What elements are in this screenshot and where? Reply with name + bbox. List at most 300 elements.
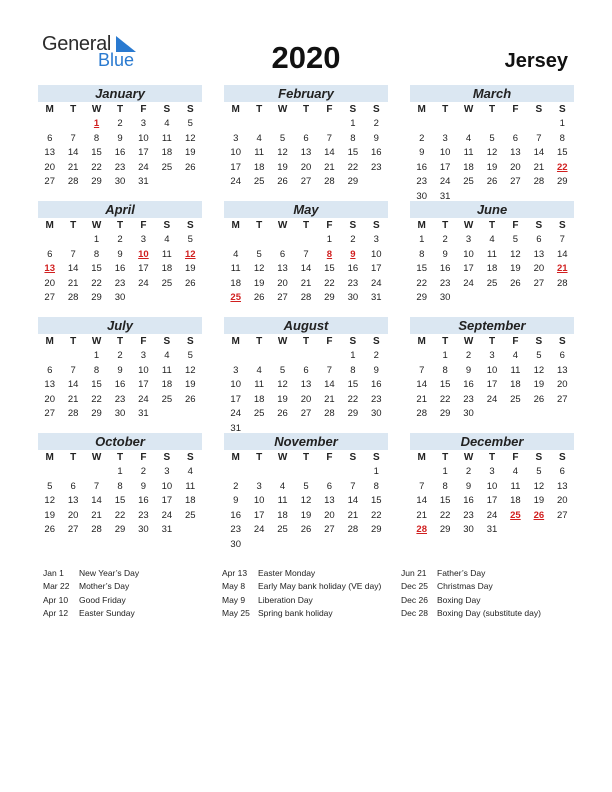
day-cell: 24 xyxy=(370,277,382,289)
day-cell: 2 xyxy=(117,118,123,129)
day-cell: 13 xyxy=(67,495,79,506)
day-cell: 3 xyxy=(256,480,262,492)
day-cell: 17 xyxy=(138,379,149,390)
day-cell: 11 xyxy=(185,480,196,492)
day-cell: 30 xyxy=(370,408,382,419)
empty-cell xyxy=(61,349,84,364)
day-cell: 27 xyxy=(67,524,79,535)
day-cell: 6 xyxy=(303,364,309,376)
month-title: March xyxy=(410,85,574,102)
day-cell: 30 xyxy=(463,408,474,419)
weekday-label: T xyxy=(442,336,449,347)
day-cell: 19 xyxy=(184,263,196,274)
day-cell: 12 xyxy=(277,147,288,158)
day-cell: 12 xyxy=(44,495,55,506)
day-cell: 20 xyxy=(44,277,55,289)
weekday-label: S xyxy=(186,220,194,231)
weekday-label: W xyxy=(463,452,474,463)
day-cell: 25 xyxy=(161,277,173,289)
day-cell: 25 xyxy=(161,161,173,173)
empty-cell xyxy=(294,233,317,248)
day-cell: 6 xyxy=(47,248,53,260)
day-cell: 5 xyxy=(187,118,193,129)
empty-cell xyxy=(38,233,61,248)
day-cell: 13 xyxy=(300,379,312,390)
day-cell: 14 xyxy=(67,147,79,158)
day-cell: 24 xyxy=(230,408,241,419)
day-cell: 25 xyxy=(184,509,196,521)
empty-cell xyxy=(294,117,317,132)
day-grid xyxy=(224,218,388,306)
month-title: May xyxy=(224,201,388,218)
day-cell: 19 xyxy=(184,147,196,158)
day-cell: 7 xyxy=(350,480,356,492)
day-cell: 17 xyxy=(253,509,265,521)
month-december xyxy=(410,433,574,538)
month-title: June xyxy=(410,201,574,218)
day-cell: 2 xyxy=(465,466,472,477)
day-cell: 7 xyxy=(559,234,565,245)
empty-cell xyxy=(247,233,270,248)
day-cell: 22 xyxy=(439,509,451,521)
day-cell: 30 xyxy=(347,292,359,303)
empty-cell xyxy=(38,465,61,480)
day-cell: 9 xyxy=(465,364,472,376)
empty-cell xyxy=(224,117,247,132)
day-cell: 28 xyxy=(347,524,359,535)
weekday-label: F xyxy=(140,220,147,231)
day-cell: 16 xyxy=(439,263,451,274)
day-cell: 4 xyxy=(512,466,519,477)
month-november xyxy=(224,433,388,552)
day-cell: 14 xyxy=(556,248,568,260)
holiday-name: Good Friday xyxy=(79,594,126,605)
day-cell: 15 xyxy=(91,379,102,390)
day-cell: 27 xyxy=(556,509,568,521)
day-cell: 5 xyxy=(47,480,53,492)
day-cell: 18 xyxy=(161,263,173,274)
day-cell: 28 xyxy=(324,408,335,419)
day-cell: 28 xyxy=(67,292,79,303)
weekday-label: T xyxy=(302,336,310,347)
day-cell: 12 xyxy=(184,132,196,144)
holiday-date: Dec 25 xyxy=(401,581,428,592)
day-cell: 8 xyxy=(350,132,356,144)
day-cell: 8 xyxy=(117,480,123,492)
day-cell: 1 xyxy=(442,350,448,361)
day-cell: 12 xyxy=(486,147,498,158)
day-cell: 15 xyxy=(556,147,568,158)
day-cell: 2 xyxy=(373,350,379,361)
day-cell: 27 xyxy=(300,176,312,187)
month-july xyxy=(38,317,202,422)
empty-cell xyxy=(504,117,527,132)
day-cell: 19 xyxy=(300,509,312,521)
holiday-entry xyxy=(222,607,381,620)
day-cell: 26 xyxy=(277,408,288,419)
weekday-label: T xyxy=(256,220,263,231)
day-cell: 12 xyxy=(300,495,312,506)
empty-cell xyxy=(410,117,433,132)
day-cell: 19 xyxy=(184,379,196,390)
day-cell: 31 xyxy=(486,524,498,535)
day-cell: 29 xyxy=(439,408,451,419)
day-cell: 27 xyxy=(44,408,55,419)
day-cell: 29 xyxy=(347,408,359,419)
day-cell: 9 xyxy=(117,364,123,376)
holiday-entry xyxy=(401,567,541,580)
day-cell: 16 xyxy=(463,379,474,390)
day-cell: 17 xyxy=(138,263,149,274)
day-cell: 23 xyxy=(230,524,241,535)
day-cell: 27 xyxy=(44,176,55,187)
day-cell: 15 xyxy=(439,379,451,390)
day-cell: 22 xyxy=(91,161,102,173)
month-title: August xyxy=(224,317,388,334)
day-cell: 1 xyxy=(559,118,565,129)
day-cell: 28 xyxy=(324,176,335,187)
weekday-label: T xyxy=(116,104,124,115)
day-cell: 19 xyxy=(253,277,265,289)
day-cell: 26 xyxy=(533,393,545,405)
day-cell: 26 xyxy=(253,292,265,303)
empty-cell xyxy=(271,233,294,248)
day-cell: 2 xyxy=(419,132,425,144)
month-april xyxy=(38,201,202,306)
day-cell: 18 xyxy=(486,263,498,274)
day-cell: 22 xyxy=(416,277,427,289)
day-cell: 24 xyxy=(486,393,498,405)
day-cell: 29 xyxy=(416,292,427,303)
weekday-label: T xyxy=(488,104,496,115)
day-cell: 12 xyxy=(510,248,521,260)
day-cell: 21 xyxy=(300,277,312,289)
day-cell: 31 xyxy=(138,408,149,419)
weekday-label: W xyxy=(463,336,474,347)
holiday-entry xyxy=(43,607,139,620)
day-cell: 9 xyxy=(465,480,472,492)
month-title: April xyxy=(38,201,202,218)
weekday-label: S xyxy=(186,336,194,347)
day-grid xyxy=(410,450,574,538)
day-cell: 31 xyxy=(138,176,149,187)
weekday-label: S xyxy=(372,220,380,231)
weekday-label: W xyxy=(91,336,102,347)
day-cell: 10 xyxy=(230,379,241,390)
empty-cell xyxy=(85,465,108,480)
day-cell: 18 xyxy=(253,161,265,173)
month-may xyxy=(224,201,388,306)
day-cell: 7 xyxy=(419,480,425,492)
empty-cell xyxy=(38,349,61,364)
month-title: October xyxy=(38,433,202,450)
day-cell: 22 xyxy=(114,509,126,521)
day-cell: 13 xyxy=(300,147,312,158)
day-grid xyxy=(224,102,388,190)
day-cell: 21 xyxy=(91,509,102,521)
day-cell: 21 xyxy=(324,393,335,405)
day-cell: 3 xyxy=(233,132,239,144)
day-cell: 1 xyxy=(350,350,356,361)
weekday-label: M xyxy=(417,336,426,347)
day-cell: 17 xyxy=(138,147,149,158)
weekday-label: F xyxy=(512,336,519,347)
weekday-label: F xyxy=(512,220,519,231)
day-cell: 27 xyxy=(300,408,312,419)
weekday-label: T xyxy=(116,220,124,231)
holiday-name: Mother’s Day xyxy=(79,581,130,592)
day-cell: 2 xyxy=(117,234,123,245)
day-cell: 22 xyxy=(347,393,359,405)
day-cell: 13 xyxy=(556,480,568,492)
day-cell: 6 xyxy=(326,480,333,492)
day-cell: 17 xyxy=(370,263,382,274)
empty-cell xyxy=(318,349,341,364)
day-cell: 6 xyxy=(559,350,565,361)
day-cell: 29 xyxy=(439,524,451,535)
weekday-label: T xyxy=(256,452,263,463)
day-cell: 8 xyxy=(419,248,425,260)
day-cell: 23 xyxy=(370,393,382,405)
empty-cell xyxy=(224,465,247,480)
holiday-name: New Year’s Day xyxy=(79,568,140,578)
weekday-label: S xyxy=(372,104,380,115)
day-grid xyxy=(38,450,202,538)
day-cell: 31 xyxy=(439,190,451,202)
day-cell: 5 xyxy=(279,132,286,144)
day-cell: 28 xyxy=(556,277,568,289)
day-cell: 2 xyxy=(233,480,239,492)
weekday-label: W xyxy=(277,336,288,347)
day-cell: 7 xyxy=(536,132,542,144)
month-title: November xyxy=(224,433,388,450)
empty-cell xyxy=(294,349,317,364)
weekday-label: F xyxy=(140,452,147,463)
day-cell: 21 xyxy=(416,393,427,405)
day-grid xyxy=(410,102,574,204)
holiday-entry xyxy=(222,580,381,593)
day-cell: 15 xyxy=(439,495,451,506)
day-cell: 13 xyxy=(44,379,55,390)
day-cell: 29 xyxy=(347,176,359,187)
day-cell: 28 xyxy=(67,176,79,187)
day-cell: 10 xyxy=(463,248,474,260)
weekday-label: S xyxy=(535,104,543,115)
empty-cell xyxy=(318,465,341,480)
day-cell: 19 xyxy=(277,393,288,405)
day-cell: 23 xyxy=(347,277,359,289)
day-cell: 17 xyxy=(486,495,498,506)
empty-cell xyxy=(224,349,247,364)
day-cell: 22 xyxy=(91,393,102,405)
weekday-label: T xyxy=(302,220,310,231)
day-cell: 16 xyxy=(114,147,126,158)
holiday-date: Apr 12 xyxy=(43,607,69,618)
day-cell: 23 xyxy=(114,161,126,173)
day-cell: 15 xyxy=(324,263,335,274)
holiday-date: May 9 xyxy=(222,594,246,605)
day-cell: 12 xyxy=(253,263,265,274)
weekday-label: T xyxy=(442,220,449,231)
day-cell: 16 xyxy=(114,263,126,274)
day-cell: 17 xyxy=(230,161,241,173)
day-cell: 29 xyxy=(556,176,568,187)
day-cell: 18 xyxy=(253,393,265,405)
weekday-label: T xyxy=(70,452,77,463)
weekday-label: W xyxy=(91,104,102,115)
day-cell: 1 xyxy=(373,466,379,477)
month-title: September xyxy=(410,317,574,334)
day-grid xyxy=(38,102,202,190)
day-cell: 4 xyxy=(164,350,170,361)
empty-cell xyxy=(271,349,294,364)
day-cell: 5 xyxy=(279,364,286,376)
day-cell: 30 xyxy=(439,292,451,303)
day-cell: 25 xyxy=(510,393,521,405)
holiday-day-cell: 12 xyxy=(184,248,196,260)
empty-cell xyxy=(271,117,294,132)
day-cell: 15 xyxy=(416,263,427,274)
weekday-label: S xyxy=(349,104,357,115)
month-title: December xyxy=(410,433,574,450)
holiday-entry xyxy=(222,567,381,580)
weekday-label: W xyxy=(91,452,102,463)
holiday-entry xyxy=(43,567,139,580)
day-cell: 11 xyxy=(487,248,497,260)
day-cell: 25 xyxy=(253,176,265,187)
day-cell: 24 xyxy=(486,509,498,521)
weekday-label: S xyxy=(535,452,543,463)
day-cell: 14 xyxy=(67,379,79,390)
day-cell: 9 xyxy=(419,147,425,158)
day-cell: 3 xyxy=(442,132,448,144)
day-cell: 25 xyxy=(277,524,288,535)
day-cell: 21 xyxy=(67,393,79,405)
weekday-label: T xyxy=(70,220,77,231)
weekday-label: M xyxy=(417,452,426,463)
day-cell: 21 xyxy=(533,161,545,173)
day-cell: 8 xyxy=(350,364,356,376)
day-cell: 13 xyxy=(556,364,568,376)
empty-cell xyxy=(480,117,503,132)
day-cell: 8 xyxy=(559,132,565,144)
weekday-label: S xyxy=(349,336,357,347)
weekday-label: S xyxy=(535,336,543,347)
day-cell: 11 xyxy=(161,248,172,260)
day-cell: 29 xyxy=(114,524,126,535)
day-cell: 27 xyxy=(324,524,335,535)
logo-general-text: General xyxy=(42,33,112,55)
day-cell: 27 xyxy=(44,292,55,303)
day-cell: 25 xyxy=(463,176,474,187)
day-cell: 12 xyxy=(277,379,288,390)
weekday-label: F xyxy=(512,452,519,463)
day-cell: 24 xyxy=(253,524,265,535)
day-cell: 15 xyxy=(347,147,359,158)
day-cell: 3 xyxy=(489,350,495,361)
weekday-label: F xyxy=(326,104,333,115)
day-cell: 12 xyxy=(533,364,545,376)
day-cell: 5 xyxy=(187,234,193,245)
weekday-label: M xyxy=(231,220,240,231)
weekday-label: M xyxy=(231,104,240,115)
day-grid xyxy=(410,334,574,422)
day-cell: 19 xyxy=(510,263,521,274)
day-cell: 1 xyxy=(350,118,356,129)
day-cell: 2 xyxy=(350,234,356,245)
day-cell: 8 xyxy=(373,480,379,492)
day-cell: 20 xyxy=(556,379,568,390)
day-cell: 18 xyxy=(277,509,288,521)
day-grid xyxy=(410,218,574,306)
day-cell: 22 xyxy=(324,277,335,289)
day-grid xyxy=(224,334,388,436)
weekday-label: T xyxy=(70,104,77,115)
weekday-label: W xyxy=(463,104,474,115)
day-cell: 20 xyxy=(67,509,79,521)
day-cell: 25 xyxy=(161,393,173,405)
holiday-name: Father’s Day xyxy=(437,568,486,578)
day-cell: 24 xyxy=(161,509,173,521)
weekday-label: M xyxy=(45,452,54,463)
weekday-label: S xyxy=(186,452,194,463)
day-cell: 14 xyxy=(91,495,102,506)
day-cell: 28 xyxy=(300,292,312,303)
month-march xyxy=(410,85,574,204)
weekday-label: M xyxy=(45,220,54,231)
day-cell: 31 xyxy=(161,524,173,535)
weekday-label: T xyxy=(302,104,310,115)
day-cell: 27 xyxy=(556,393,568,405)
day-cell: 30 xyxy=(138,524,149,535)
holiday-date: Jan 1 xyxy=(43,568,64,578)
holiday-date: Mar 22 xyxy=(43,581,70,592)
day-cell: 2 xyxy=(117,350,123,361)
day-cell: 11 xyxy=(510,480,521,492)
weekday-label: S xyxy=(163,220,171,231)
weekday-label: F xyxy=(140,336,147,347)
weekday-label: S xyxy=(558,104,566,115)
day-cell: 16 xyxy=(463,495,474,506)
day-cell: 2 xyxy=(373,118,379,129)
day-cell: 3 xyxy=(373,234,379,245)
holiday-date: Dec 28 xyxy=(401,607,428,618)
day-cell: 13 xyxy=(510,147,521,158)
day-cell: 1 xyxy=(93,234,100,245)
day-cell: 16 xyxy=(230,509,241,521)
holiday-name: Easter Monday xyxy=(258,568,316,578)
day-cell: 30 xyxy=(114,408,126,419)
day-cell: 11 xyxy=(277,495,288,506)
holiday-column xyxy=(43,567,139,620)
day-cell: 4 xyxy=(489,234,495,245)
day-cell: 15 xyxy=(370,495,382,506)
weekday-label: M xyxy=(231,336,240,347)
day-cell: 15 xyxy=(91,147,102,158)
day-cell: 25 xyxy=(253,408,265,419)
day-cell: 6 xyxy=(47,132,53,144)
day-cell: 23 xyxy=(416,176,427,187)
day-cell: 9 xyxy=(117,132,123,144)
day-cell: 23 xyxy=(138,509,149,521)
day-cell: 18 xyxy=(230,277,241,289)
day-cell: 11 xyxy=(463,147,474,158)
day-cell: 5 xyxy=(256,248,262,260)
holiday-day-cell: 25 xyxy=(510,509,521,521)
weekday-label: S xyxy=(558,220,566,231)
holiday-name: Spring bank holiday xyxy=(258,607,333,618)
holiday-date: Jun 21 xyxy=(401,568,427,578)
